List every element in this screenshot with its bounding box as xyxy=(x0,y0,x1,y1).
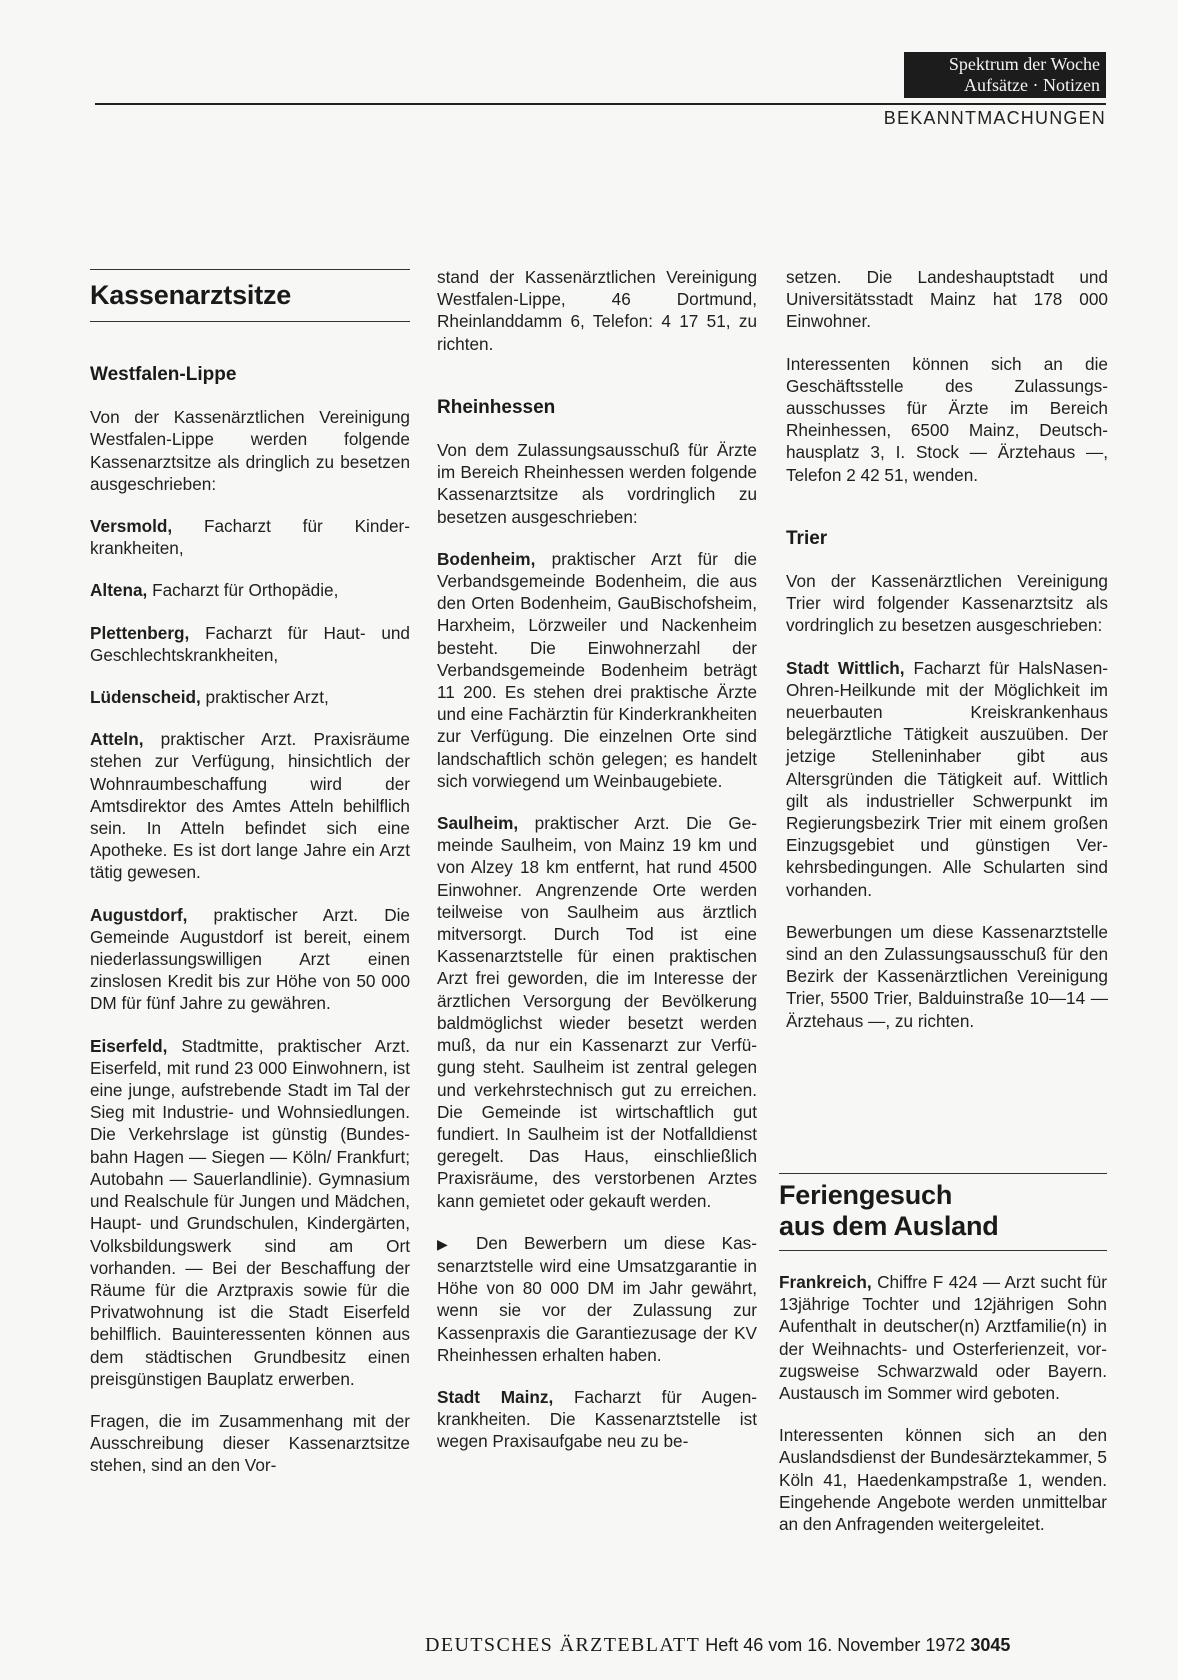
entry-place: Atteln, xyxy=(90,729,144,750)
paragraph-feriengesuch-contact: Interessenten können sich an den Auslandsdienst der Bundesärztekammer, 5 Köln 41, Haedenkampstraße 1, wenden. Eingehende Angebote werden unmittelbar an den Anfragenden weitergeleitet. xyxy=(779,1425,1107,1535)
section-badge xyxy=(904,52,1106,98)
entry-place: Plettenberg, xyxy=(90,622,190,643)
entry-paragraph xyxy=(786,657,1108,901)
page-number: 3045 xyxy=(970,1635,1011,1655)
subheading-westfalen: Westfalen-Lippe xyxy=(90,364,237,385)
subheading-trier: Trier xyxy=(786,527,828,549)
entry-place: Frankreich, xyxy=(779,1272,872,1292)
entry-text: Stadtmitte, praktischer Arzt. Eiserfeld, mit rund 23 000 Einwohnern, ist eine junge, aufstrebende Stadt im Tal der Sieg mit Industrie- und Wohnsiedlungen. Die Verkehrslage ist günstig (Bundesbahn Hagen — Siegen — Köln/ Frankfurt; Autobahn — Sauerlandlinie). Gymnasium und Realschule für Jungen und Mädchen, Haupt- und Grundschulen, Kindergärten, Volksbildungswerk sind am Ort vorhanden. — Bei der Beschaffung der Räume für die Arztpraxis sowie für die Privatwohnung ist die Stadt Eiserfeld behilflich. Bauinteressenten können aus dem städtischen Grundbesitz einen preisgünstigen Bauplatz erwerben. xyxy=(90,1035,410,1389)
entry-paragraph xyxy=(437,812,757,1212)
entry-paragraph xyxy=(90,622,410,666)
entry-text: Facharzt für Haut- und Geschlechtskrankheiten, xyxy=(90,622,410,665)
entry-text: praktischer Arzt. Die Gemeinde Augustdorf ist bereit, einem niederlassungswilligen Arzt einen zinslosen Kredit bis zur Höhe von 50 000 DM für fünf Jahre zu gewähren. xyxy=(90,904,410,1014)
title-rule-bottom xyxy=(90,321,410,322)
article-feriengesuch xyxy=(779,1173,1107,1535)
entry-place: Augustdorf, xyxy=(90,904,188,925)
entry-place: Saulheim, xyxy=(437,813,519,834)
header-divider xyxy=(95,103,1106,105)
triangle-bullet-icon: ▶ xyxy=(437,1235,460,1252)
paragraph-westfalen-intro: Von der Kassenärztlichen Vereinigung Westfalen-Lippe werden folgende Kassenarztsitze als dringlich zu besetzen ausgeschrieben: xyxy=(90,407,410,494)
paragraph-trier-intro: Von der Kassenärztlichen Vereinigung Trier wird folgender Kassenarztsitz als vordringlich zu besetzen ausgeschrieben: xyxy=(786,571,1108,636)
section-badge-line1: Spektrum der Woche xyxy=(948,54,1100,74)
entry-paragraph xyxy=(90,515,410,559)
subheading-rheinhessen: Rheinhessen xyxy=(437,396,556,418)
entry-place: Lüdenscheid, xyxy=(90,687,201,708)
article-title: Kassenarztsitze xyxy=(90,280,292,310)
entry-paragraph xyxy=(779,1271,1107,1404)
column-1 xyxy=(90,269,410,1477)
entry-place: Altena, xyxy=(90,580,148,601)
guarantee-text: Den Bewerbern um diese Kassenarztstelle wird eine Umsatzgarantie in Höhe von 80 000 DM im Jahr gewährt, wenn sie vor der Zulassung zur Kassenpraxis die Garantiezusage der KV Rheinhessen erhalten haben. xyxy=(437,1232,757,1365)
entry-text: praktischer Arzt. Praxisräume stehen zur Verfügung, hinsichtlich der Wohnraumbeschaffung wird der Amtsdirektor des Amtes Atteln behilflich sein. In Atteln befindet sich eine Apotheke. Es ist dort lange Jahre ein Arzt tätig gewesen. xyxy=(90,729,410,883)
title-rule-top xyxy=(779,1173,1107,1174)
entry-paragraph xyxy=(90,686,410,708)
entry-text: Facharzt für HalsNasen-Ohren-Heilkunde mit der Möglichkeit im neuerbauten Kreiskrankenhaus belegärztliche Tätigkeit auszuüben. Der jetzige Stelleninhaber gibt aus Altersgründen die Tätigkeit auf. Wittlich gilt als industrieller Schwerpunkt im Regierungsbezirk Trier mit einem großen Einzugsgebiet und günstigen Verkehrsbedingungen. Alle Schularten sind vorhanden. xyxy=(786,657,1108,900)
entry-text: praktischer Arzt, xyxy=(200,687,329,708)
article-title-line1: Feriengesuch xyxy=(779,1180,953,1210)
entry-paragraph xyxy=(437,548,757,792)
title-rule-bottom xyxy=(779,1250,1107,1251)
issue-info: Heft 46 vom 16. November 1972 xyxy=(705,1635,966,1655)
entry-place: Eiserfeld, xyxy=(90,1035,168,1056)
entry-text: praktischer Arzt für die Verbandsgemeinde Bodenheim, die aus den Orten Bodenheim, GauBischofsheim, Harxheim, Lörzweiler und Nackenheim besteht. Die Einwohnerzahl der Verbandsgemeinde Bodenheim beträgt 11 200. Es stehen drei praktische Ärzte und eine Fachärztin für Kinderkrankheiten zur Verfügung. Die einzelnen Orte sind landschaftlich schön gelegen; es handelt sich vorwiegend um Weinbaugebiete. xyxy=(437,548,757,791)
paragraph-guarantee xyxy=(437,1232,757,1366)
paragraph-westfalen-closing: Fragen, die im Zusammenhang mit der Ausschreibung dieser Kassenarztsitze stehen, sind an den Vor- xyxy=(90,1410,410,1476)
entry-place: Stadt Mainz, xyxy=(437,1386,554,1407)
paragraph-trier-apply: Bewerbungen um diese Kassenarztstelle sind an den Zulassungsausschuß für den Bezirk der Kassenärztlichen Vereinigung Trier, 5500 Trier, Balduinstraße 10—14 — Ärztehaus —, zu richten. xyxy=(786,921,1108,1031)
article-title-line2: aus dem Ausland xyxy=(779,1211,999,1241)
entry-text: Chiffre F 424 — Arzt sucht für 13jährige Tochter und 12jährigen Sohn Aufenthalt in deutscher(n) Arztfamilie(n) in der Weihnachts- und Osterferienzeit, vorzugsweise Schwarzwald oder Bayern. Austausch im Sommer wird geboten. xyxy=(779,1272,1107,1404)
entry-text: Facharzt für Kinderkrankheiten, xyxy=(90,516,410,559)
title-rule-top xyxy=(90,269,410,270)
section-badge-line2: Aufsätze · Notizen xyxy=(964,75,1100,95)
entry-paragraph xyxy=(90,728,410,883)
paragraph-westfalen-closing-cont: stand der Kassenärztlichen Vereinigung Westfalen-Lippe, 46 Dortmund, Rheinlanddamm 6, Telefon: 4 17 51, zu richten. xyxy=(437,267,757,354)
entry-text: praktischer Arzt. Die Gemeinde Saulheim, von Mainz 19 km und von Alzey 18 km entfernt, hat rund 4500 Einwohner. Angrenzende Orte werden teilweise von Saulheim aus ärztlich mitversorgt. Durch Tod ist eine Kassenarztstelle für einen praktischen Arzt frei geworden, die im Interesse der ärztlichen Versorgung der Bevölkerung baldmöglichst wieder besetzt werden muß, da nur ein Kassenarzt zur Verfügung steht. Saulheim ist zentral gelegen und verkehrstechnisch gut zu erreichen. Die Gemeinde ist wirtschaftlich gut fundiert. In Saulheim ist der Notfalldienst geregelt. Das Haus, einschließlich Praxisräume, des verstorbenen Arztes kann gemietet oder gekauft werden. xyxy=(437,813,757,1211)
column-2 xyxy=(437,266,757,1453)
article-title xyxy=(779,1180,1107,1242)
entry-place: Versmold, xyxy=(90,516,173,537)
entry-paragraph xyxy=(90,1035,410,1390)
section-label: BEKANNTMACHUNGEN xyxy=(883,108,1106,128)
entry-text: Facharzt für Orthopädie, xyxy=(147,580,339,601)
entry-paragraph xyxy=(90,904,410,1015)
paragraph-mainz-cont: setzen. Die Landeshauptstadt und Universitätsstadt Mainz hat 178 000 Einwohner. xyxy=(786,267,1108,332)
entry-place: Stadt Wittlich, xyxy=(786,657,905,678)
page-footer xyxy=(425,1634,1010,1657)
entry-place: Bodenheim, xyxy=(437,548,536,569)
column-3 xyxy=(786,266,1108,1032)
paragraph-rheinhessen-contact: Interessenten können sich an die Geschäftsstelle des Zulassungsausschusses für Ärzte im Bereich Rheinhessen, 6500 Mainz, Deutschhausplatz 3, I. Stock — Ärztehaus —, Telefon 2 42 51, wenden. xyxy=(786,353,1108,485)
paragraph-rheinhessen-intro: Von dem Zulassungsausschuß für Ärzte im Bereich Rheinhessen werden folgende Kassenarztsitze als vordringlich zu besetzen ausgeschrieben: xyxy=(437,440,757,527)
entry-paragraph xyxy=(437,1386,757,1453)
entry-paragraph xyxy=(90,579,410,601)
entry-text: Facharzt für Augenkrankheiten. Die Kassenarztstelle ist wegen Praxisaufgabe neu zu be- xyxy=(437,1386,757,1452)
journal-name: DEUTSCHES ÄRZTEBLATT xyxy=(425,1634,701,1656)
